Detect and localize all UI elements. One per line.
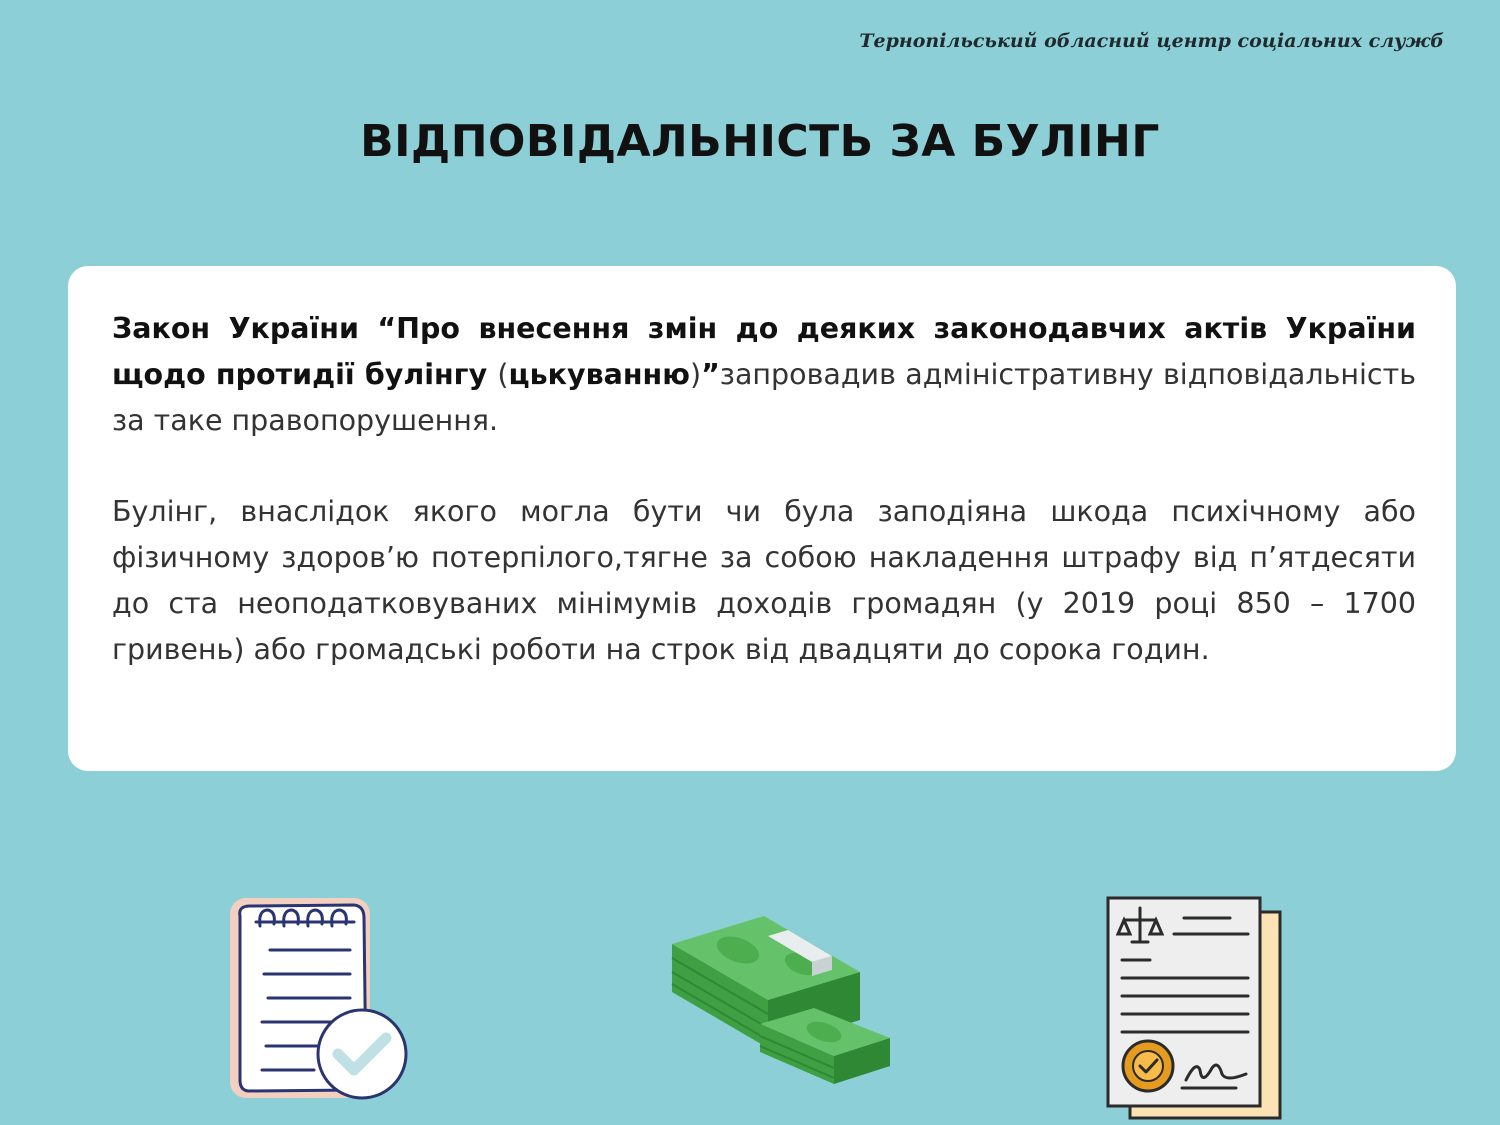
organization-name: Тернопільський обласний центр соціальних служб (859, 30, 1444, 52)
law-title-quote: ” (701, 358, 720, 391)
law-title-part2: цькуванню (508, 358, 690, 391)
page-title: ВІДПОВІДАЛЬНІСТЬ ЗА БУЛІНГ (360, 116, 1160, 167)
card-content (112, 306, 1416, 718)
legal-document-icon (1100, 890, 1290, 1122)
law-paragraph (112, 306, 1416, 444)
penalty-paragraph: Булінг, внаслідок якого могла бути чи була заподіяна шкода психічному або фізичному здоров’ю потерпілого,тягне за собою накладення штрафу від п’ятдесяти до ста неоподатковуваних мінімумів доходів громадян (у 2019 році 850 – 1700 гривень) або громадські роботи на строк від двадцяти до сорока годин. (112, 495, 1416, 666)
law-title-part1: Закон України “Про внесення змін до деяких законодавчих актів України щодо протидії булінгу (112, 312, 1416, 391)
law-paren-open: ( (497, 358, 509, 391)
money-stack-icon (664, 908, 892, 1088)
notepad-check-icon (222, 892, 422, 1107)
law-paragraph-rest: запровадив адміністративну відповідальність за таке правопорушення. (112, 358, 1416, 437)
info-card (68, 266, 1456, 771)
law-paren-close: ) (689, 358, 702, 391)
